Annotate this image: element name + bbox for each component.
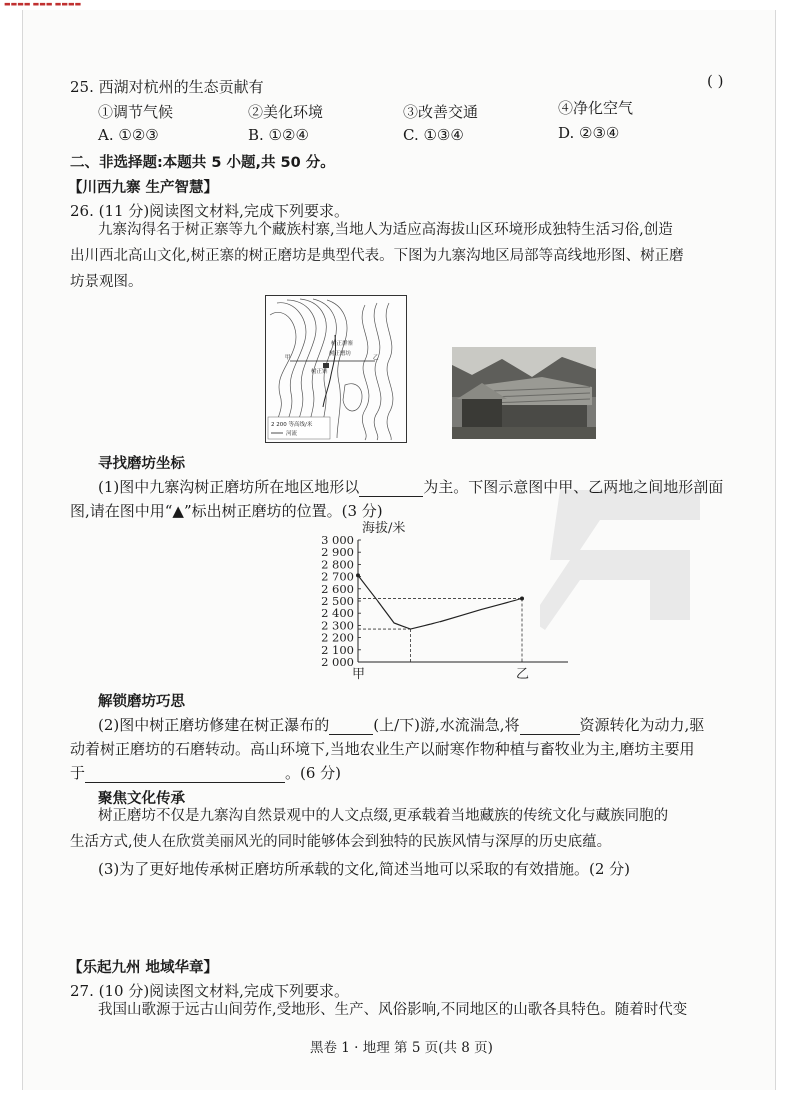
y-tick-label: 2 600	[321, 581, 354, 596]
y-tick-labels	[321, 533, 361, 669]
mill-landscape-photo	[452, 347, 596, 439]
map-label-yi: 乙	[373, 355, 379, 361]
y-tick-label: 2 400	[321, 606, 354, 621]
y-axis-label: 海拔/米	[362, 521, 406, 536]
profile-endpoints	[356, 573, 524, 600]
profile-series-line	[358, 575, 522, 629]
sub3-line-1: 树正磨坊不仅是九寨沟自然景观中的人文点缀,更承载着当地藏族的传统文化与藏族同胞的	[98, 808, 669, 824]
section-heading-2: 【乐起九州 地域华章】	[68, 960, 219, 976]
profile-chart	[290, 520, 580, 680]
q25-answer-paren[interactable]: ( )	[707, 72, 724, 90]
sub3-question: (3)为了更好地传承树正磨坊所承载的文化,简述当地可以采取的有效措施。(2 分)	[98, 860, 631, 878]
sub1-text-a: (1)图中九寨沟树正磨坊所在地区地形以	[98, 478, 360, 496]
q25-item-4: ④净化空气	[558, 99, 634, 117]
sub3-line-2: 生活方式,使人在欣赏美丽风光的同时能够体会到独特的民族风情与深厚的历史底蕴。	[70, 834, 612, 850]
y-tick-label: 2 100	[321, 642, 354, 657]
page-footer: 黑卷 1 · 地理 第 5 页(共 8 页)	[310, 1040, 493, 1056]
sub3-title: 聚焦文化传承	[98, 791, 185, 807]
map-legend-contour: 2 200 等高线/米	[271, 422, 313, 428]
sub2-text-f: 。(6 分)	[285, 764, 342, 782]
sub3-answer-area[interactable]	[70, 885, 760, 945]
sub1-answer-blank[interactable]	[359, 480, 423, 497]
sub2-text-e: 于	[70, 764, 86, 782]
part2-heading: 二、非选择题:本题共 5 小题,共 50 分。	[70, 155, 335, 171]
map-label-lake: 树正寨	[311, 369, 328, 375]
sub2-text-b: (上/下)游,水流湍急,将	[373, 716, 520, 734]
y-tick-label: 2 000	[321, 655, 354, 669]
profile-point	[356, 573, 360, 577]
contour-map	[265, 295, 407, 443]
sub2-blank-2[interactable]	[520, 718, 580, 735]
map-legend-river: 河流	[286, 431, 298, 437]
sub2-blank-1[interactable]	[329, 718, 373, 735]
y-tick-label: 2 900	[321, 545, 354, 560]
reference-lines	[358, 575, 522, 662]
q26-intro-line-1: 九寨沟得名于树正寨等九个藏族村寨,当地人为适应高海拔山区环境形成独特生活习俗,创造	[98, 222, 673, 238]
q25-item-2: ②美化环境	[248, 103, 324, 121]
q25-option-b[interactable]: B. ①②④	[248, 126, 309, 144]
q25-stem: 25. 西湖对杭州的生态贡献有	[70, 78, 264, 96]
sub2-line-2: 动着树正磨坊的石磨转动。高山环境下,当地农业生产以耐寒作物种植与畜牧业为主,磨坊主要用	[70, 740, 695, 758]
x-label-jia: 甲	[352, 667, 366, 680]
q27-stem: 27. (10 分)阅读图文材料,完成下列要求。	[70, 982, 349, 1000]
sub2-line-3	[70, 762, 341, 783]
profile-point	[520, 597, 524, 601]
map-label-jia: 甲	[285, 355, 291, 361]
sub1-line-1	[98, 476, 723, 497]
y-tick-label: 2 500	[321, 594, 354, 608]
sub2-line-1	[98, 714, 704, 735]
map-label-mill: 树正群寨	[331, 341, 354, 347]
q25-item-3: ③改善交通	[403, 103, 479, 121]
sub1-title: 寻找磨坊坐标	[98, 456, 185, 472]
sub2-text-a: (2)图中树正磨坊修建在树正瀑布的	[98, 716, 330, 734]
map-label-mill2: 树正磨坊	[329, 351, 352, 357]
y-tick-label: 2 200	[321, 630, 354, 645]
y-tick-label: 2 700	[321, 569, 354, 584]
q25-item-1: ①调节气候	[98, 103, 174, 121]
x-label-yi: 乙	[516, 667, 530, 680]
y-tick-label: 3 000	[321, 533, 354, 547]
sub1-text-b: 为主。下图示意图中甲、乙两地之间地形剖面	[423, 478, 724, 496]
q26-stem: 26. (11 分)阅读图文材料,完成下列要求。	[70, 202, 349, 220]
scanner-stamp: ▬▬▬▬ ▬▬▬ ▬▬▬▬	[4, 0, 82, 8]
y-tick-label: 2 800	[321, 557, 354, 572]
q25-option-c[interactable]: C. ①③④	[403, 126, 464, 144]
sub2-text-c: 资源转化为动力,驱	[579, 716, 705, 734]
q25-option-d[interactable]: D. ②③④	[558, 124, 620, 142]
sub1-line-2: 图,请在图中用“▲”标出树正磨坊的位置。(3 分)	[70, 502, 383, 520]
q25-option-a[interactable]: A. ①②③	[98, 126, 159, 144]
sub2-blank-3[interactable]	[85, 766, 285, 783]
q26-intro-line-2: 出川西北高山文化,树正寨的树正磨坊是典型代表。下图为九寨沟地区局部等高线地形图、树正磨	[70, 248, 684, 264]
sub2-title: 解锁磨坊巧思	[98, 694, 185, 710]
y-tick-label: 2 300	[321, 618, 354, 633]
q27-intro: 我国山歌源于远古山间劳作,受地形、生产、风俗影响,不同地区的山歌各具特色。随着时代变	[98, 1002, 688, 1018]
section-heading-1: 【川西九寨 生产智慧】	[68, 180, 219, 196]
q26-intro-line-3: 坊景观图。	[70, 274, 143, 290]
